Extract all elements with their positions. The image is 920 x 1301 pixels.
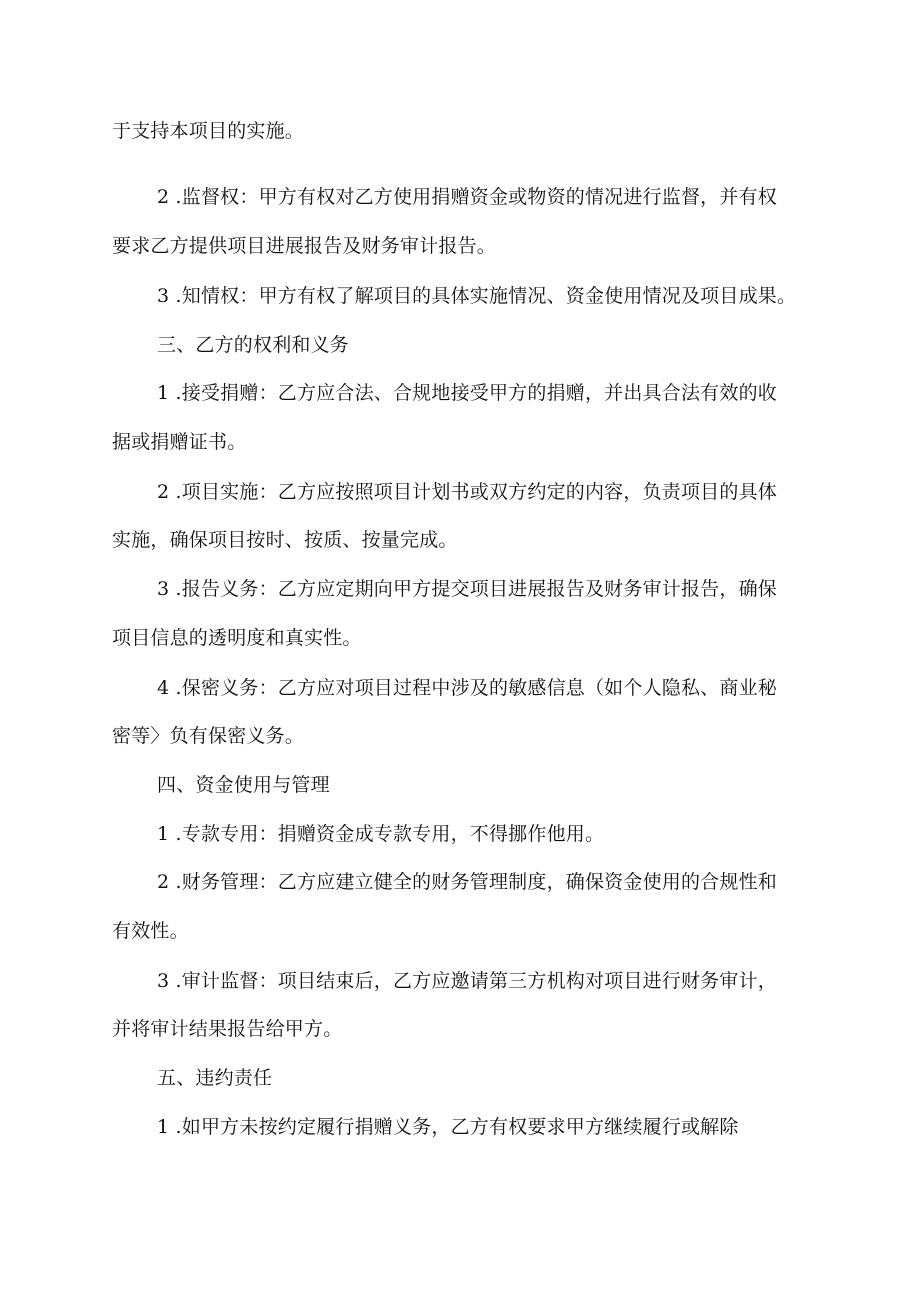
paragraph-line: 并将审计结果报告给甲方。 [112,1018,343,1040]
section-heading: 五、违约责任 [157,1067,273,1089]
paragraph-line: 2 .财务管理：乙方应建立健全的财务管理制度，确保资金使用的合规性和 [157,871,777,893]
paragraph-line: 2 .监督权：甲方有权对乙方使用捐赠资金或物资的情况进行监督，并有权 [157,186,777,208]
paragraph-line: 1 .专款专用：捐赠资金成专款专用，不得挪作他用。 [157,823,605,845]
paragraph-line: 要求乙方提供项目进展报告及财务审计报告。 [112,235,497,257]
paragraph-line: 项目信息的透明度和真实性。 [112,627,362,649]
paragraph-line: 密等〉负有保密义务。 [112,725,305,747]
paragraph-line: 实施，确保项目按时、按质、按量完成。 [112,529,458,551]
paragraph-line: 4 .保密义务：乙方应对项目过程中涉及的敏感信息（如个人隐私、商业秘 [157,677,777,699]
paragraph-line: 3 .报告义务：乙方应定期向甲方提交项目进展报告及财务审计报告，确保 [157,578,777,600]
paragraph-line: 据或捐赠证书。 [112,431,247,453]
section-heading: 四、资金使用与管理 [157,774,330,796]
paragraph-line: 3 .审计监督：项目结束后，乙方应邀请第三方机构对项目进行财务审计， [157,970,777,992]
paragraph-line: 有效性。 [112,920,189,942]
paragraph-line: 2 .项目实施：乙方应按照项目计划书或双方约定的内容，负责项目的具体 [157,481,777,503]
paragraph-line: 于支持本项目的实施。 [112,120,305,142]
section-heading: 三、乙方的权利和义务 [157,334,350,356]
paragraph-line: 1 .接受捐赠：乙方应合法、合规地接受甲方的捐赠，并出具合法有效的收 [157,382,777,404]
paragraph-line: 1 .如甲方未按约定履行捐赠义务，乙方有权要求甲方继续履行或解除 [157,1116,739,1138]
paragraph-line: 3 .知情权：甲方有权了解项目的具体实施情况、资金使用情况及项目成果。 [157,285,797,307]
